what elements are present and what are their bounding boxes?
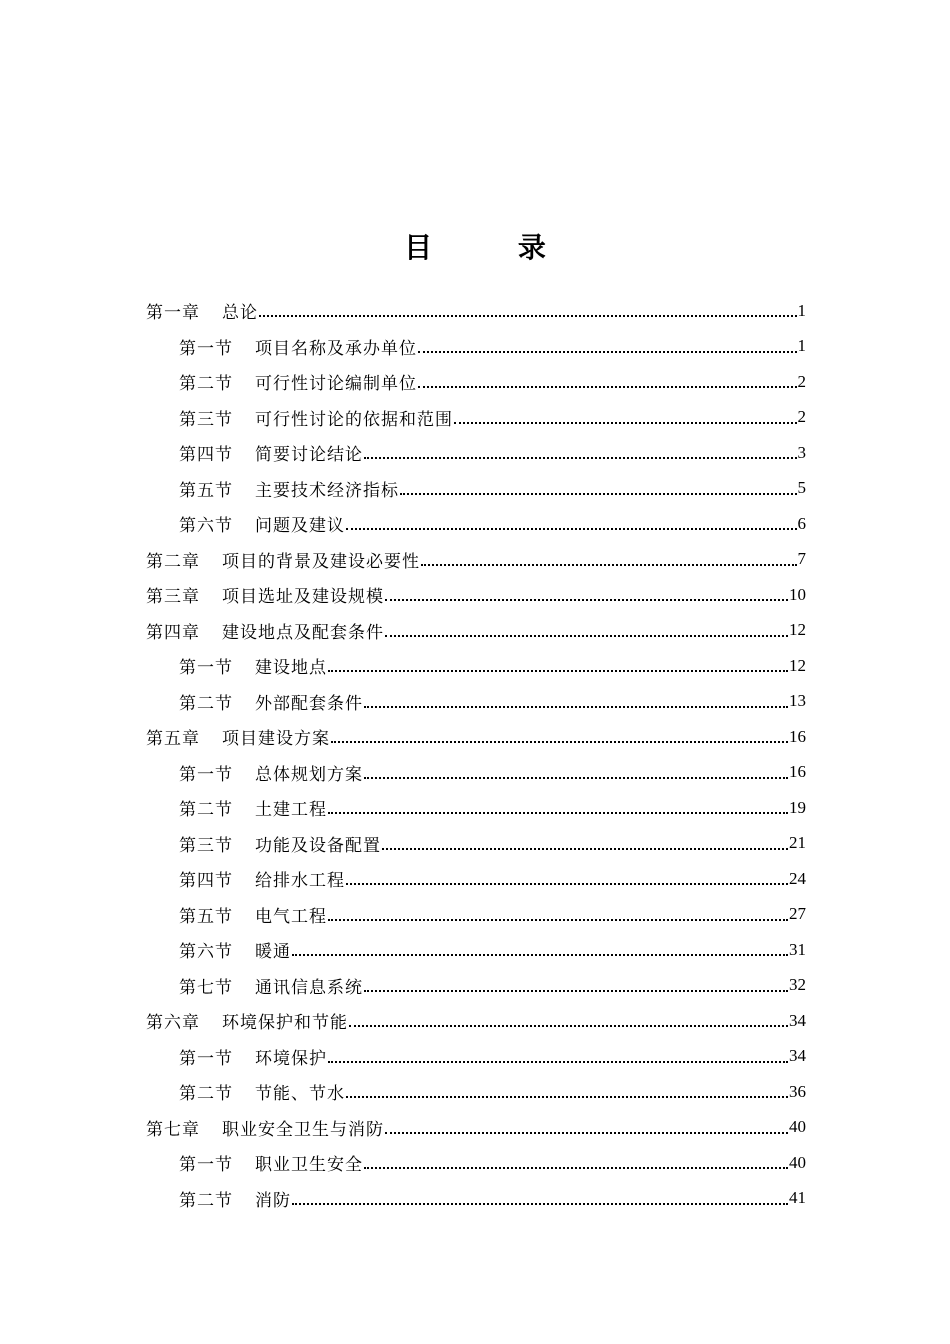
toc-entry-title: 职业卫生安全: [255, 1155, 363, 1176]
toc-entry-title: 可行性讨论编制单位: [255, 374, 417, 395]
toc-entry-title: 项目的背景及建设必要性: [222, 551, 420, 572]
toc-page-number: 5: [797, 478, 806, 498]
table-of-contents: [146, 293, 806, 1216]
toc-entry-number: 第一节: [179, 338, 233, 359]
toc-entry-number: 第一节: [179, 658, 233, 679]
toc-entry-number: 第二章: [146, 551, 200, 572]
toc-entry-number: 第六章: [146, 1013, 200, 1034]
toc-section-entry[interactable]: [146, 684, 806, 720]
toc-entry-number: 第二节: [179, 800, 233, 821]
toc-dot-leader: [349, 1024, 788, 1027]
toc-dot-leader: [382, 847, 788, 850]
toc-entry-title: 项目建设方案: [222, 729, 330, 750]
toc-page-number: 13: [789, 691, 806, 711]
toc-section-entry[interactable]: [146, 1145, 806, 1181]
toc-entry-title: 职业安全卫生与消防: [222, 1119, 384, 1140]
toc-entry-number: 第六节: [179, 516, 233, 537]
toc-page-number: 16: [789, 762, 806, 782]
toc-entry-title: 环境保护和节能: [222, 1013, 348, 1034]
toc-entry-number: 第三章: [146, 587, 200, 608]
toc-chapter-entry[interactable]: [146, 1003, 806, 1039]
toc-dot-leader: [364, 705, 788, 708]
toc-chapter-entry[interactable]: [146, 293, 806, 329]
toc-dot-leader: [421, 563, 797, 566]
toc-entry-number: 第七节: [179, 977, 233, 998]
toc-section-entry[interactable]: [146, 471, 806, 507]
toc-dot-leader: [418, 385, 797, 388]
toc-dot-leader: [385, 1131, 788, 1134]
toc-dot-leader: [364, 776, 788, 779]
toc-entry-title: 项目名称及承办单位: [255, 338, 417, 359]
toc-page-number: 40: [789, 1152, 806, 1172]
toc-entry-title: 外部配套条件: [255, 693, 363, 714]
toc-page-number: 24: [789, 868, 806, 888]
toc-page-number: 1: [797, 300, 806, 320]
toc-section-entry[interactable]: [146, 861, 806, 897]
toc-page-number: 34: [789, 1046, 806, 1066]
toc-page-number: 2: [797, 407, 806, 427]
toc-page-number: 1: [797, 336, 806, 356]
toc-page-number: 40: [789, 1117, 806, 1137]
toc-entry-title: 建设地点及配套条件: [222, 622, 384, 643]
toc-entry-title: 功能及设备配置: [255, 835, 381, 856]
toc-dot-leader: [400, 492, 797, 495]
toc-dot-leader: [328, 811, 788, 814]
toc-page-number: 2: [797, 371, 806, 391]
toc-entry-number: 第五节: [179, 906, 233, 927]
toc-page-number: 7: [797, 549, 806, 569]
toc-entry-number: 第二节: [179, 374, 233, 395]
toc-section-entry[interactable]: [146, 1074, 806, 1110]
toc-entry-title: 总体规划方案: [255, 764, 363, 785]
toc-page-number: 19: [789, 797, 806, 817]
toc-dot-leader: [346, 1095, 788, 1098]
toc-entry-number: 第六节: [179, 942, 233, 963]
toc-entry-title: 暖通: [255, 942, 291, 963]
toc-section-entry[interactable]: [146, 755, 806, 791]
toc-dot-leader: [418, 350, 797, 353]
toc-chapter-entry[interactable]: [146, 719, 806, 755]
toc-entry-title: 建设地点: [255, 658, 327, 679]
toc-entry-number: 第一节: [179, 1155, 233, 1176]
toc-dot-leader: [364, 989, 788, 992]
toc-page-number: 12: [789, 655, 806, 675]
toc-entry-number: 第五节: [179, 480, 233, 501]
toc-entry-number: 第五章: [146, 729, 200, 750]
toc-page-number: 3: [797, 442, 806, 462]
toc-entry-number: 第二节: [179, 693, 233, 714]
toc-page-number: 34: [789, 1010, 806, 1030]
toc-page-number: 32: [789, 975, 806, 995]
toc-page-number: 36: [789, 1081, 806, 1101]
toc-section-entry[interactable]: [146, 400, 806, 436]
toc-section-entry[interactable]: [146, 648, 806, 684]
toc-entry-number: 第一节: [179, 1048, 233, 1069]
toc-section-entry[interactable]: [146, 826, 806, 862]
toc-section-entry[interactable]: [146, 897, 806, 933]
toc-dot-leader: [385, 598, 788, 601]
toc-dot-leader: [346, 882, 788, 885]
toc-dot-leader: [364, 1166, 788, 1169]
toc-entry-title: 通讯信息系统: [255, 977, 363, 998]
toc-entry-title: 简要讨论结论: [255, 445, 363, 466]
toc-entry-number: 第四章: [146, 622, 200, 643]
toc-entry-title: 节能、节水: [255, 1084, 345, 1105]
toc-dot-leader: [364, 456, 797, 459]
toc-entry-title: 土建工程: [255, 800, 327, 821]
toc-section-entry[interactable]: [146, 1181, 806, 1217]
toc-entry-number: 第四节: [179, 445, 233, 466]
toc-dot-leader: [328, 1060, 788, 1063]
toc-page-number: 10: [789, 584, 806, 604]
toc-dot-leader: [385, 634, 788, 637]
toc-entry-number: 第二节: [179, 1190, 233, 1211]
toc-page-number: 31: [789, 939, 806, 959]
toc-dot-leader: [259, 314, 797, 317]
toc-page-number: 6: [797, 513, 806, 533]
toc-chapter-entry[interactable]: [146, 1110, 806, 1146]
toc-page-number: 41: [789, 1188, 806, 1208]
toc-page-number: 16: [789, 726, 806, 746]
toc-entry-number: 第一节: [179, 764, 233, 785]
toc-entry-title: 环境保护: [255, 1048, 327, 1069]
toc-section-entry[interactable]: [146, 968, 806, 1004]
toc-section-entry[interactable]: [146, 364, 806, 400]
toc-entry-title: 主要技术经济指标: [255, 480, 399, 501]
toc-entry-title: 给排水工程: [255, 871, 345, 892]
toc-entry-title: 项目选址及建设规模: [222, 587, 384, 608]
toc-entry-number: 第七章: [146, 1119, 200, 1140]
toc-section-entry[interactable]: [146, 506, 806, 542]
toc-page-number: 21: [789, 833, 806, 853]
toc-dot-leader: [346, 527, 797, 530]
page-title: 目 录: [404, 231, 584, 264]
toc-entry-title: 问题及建议: [255, 516, 345, 537]
toc-section-entry[interactable]: [146, 329, 806, 365]
toc-entry-title: 总论: [222, 303, 258, 324]
toc-chapter-entry[interactable]: [146, 542, 806, 578]
toc-section-entry[interactable]: [146, 932, 806, 968]
toc-entry-number: 第二节: [179, 1084, 233, 1105]
toc-chapter-entry[interactable]: [146, 577, 806, 613]
toc-page-number: 27: [789, 904, 806, 924]
toc-dot-leader: [328, 918, 788, 921]
toc-dot-leader: [292, 1202, 788, 1205]
toc-entry-number: 第一章: [146, 303, 200, 324]
toc-entry-number: 第三节: [179, 409, 233, 430]
toc-dot-leader: [328, 669, 788, 672]
toc-dot-leader: [292, 953, 788, 956]
toc-section-entry[interactable]: [146, 1039, 806, 1075]
toc-entry-number: 第四节: [179, 871, 233, 892]
toc-dot-leader: [454, 421, 797, 424]
toc-page-number: 12: [789, 620, 806, 640]
toc-chapter-entry[interactable]: [146, 613, 806, 649]
toc-section-entry[interactable]: [146, 435, 806, 471]
toc-entry-number: 第三节: [179, 835, 233, 856]
toc-dot-leader: [331, 740, 788, 743]
toc-entry-title: 消防: [255, 1190, 291, 1211]
toc-entry-title: 电气工程: [255, 906, 327, 927]
toc-entry-title: 可行性讨论的依据和范围: [255, 409, 453, 430]
toc-section-entry[interactable]: [146, 790, 806, 826]
